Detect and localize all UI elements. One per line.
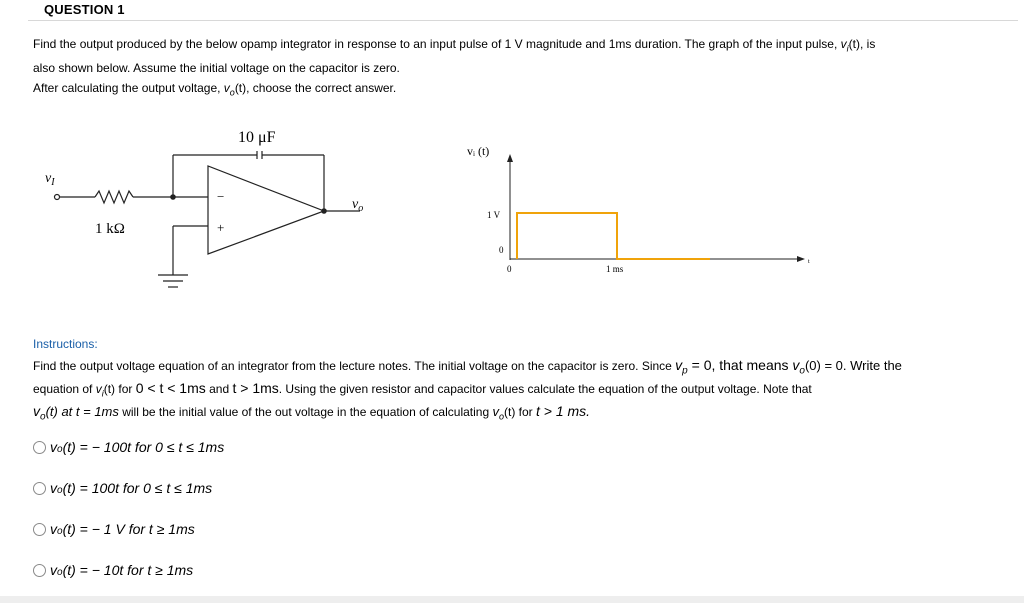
graph-tick-1v: 1 V	[487, 210, 501, 220]
graph-tick-1ms: 1 ms	[606, 264, 624, 274]
question-text: After calculating the output voltage,	[33, 81, 224, 95]
output-node	[321, 208, 327, 214]
vi-symbol: v	[840, 37, 847, 51]
question-text-end: (t), choose the correct answer.	[234, 81, 397, 95]
question-line-3	[33, 78, 396, 103]
instructions-line-2: equation of $v_i(t)$ for 0 < t < 1ms and t > 1ms. Using the given resistor and capacitor values calculate the equation of the output voltage. Note that	[33, 380, 812, 399]
input-terminal	[55, 195, 60, 200]
answer-option-4[interactable]: v o (t) = − 10t for t ≥ 1ms	[33, 562, 193, 578]
junction-node	[170, 194, 176, 200]
graph-x-axis-label: t	[808, 259, 810, 265]
instructions-title: Instructions:	[33, 337, 98, 351]
vi-subscript: i	[846, 43, 849, 54]
graph-tick-y0: 0	[499, 245, 504, 255]
pulse-waveform	[517, 213, 710, 259]
input-voltage-label: $v_I$	[45, 171, 55, 188]
noninverting-input-sign: +	[217, 220, 225, 235]
graph-y-label: vᵢ (t)	[467, 144, 490, 158]
x-axis-arrow	[797, 256, 805, 262]
question-line-2: also shown below. Assume the initial voltage on the capacitor is zero.	[33, 61, 400, 75]
graph-tick-x0: 0	[507, 264, 512, 274]
option-2-text: (t) = 100t for 0 ≤ t ≤ 1ms	[62, 480, 213, 496]
instructions-line-1: Find the output voltage equation of an integrator from the lecture notes. The initial voltage on the capacitor is zero. Since $v_p = 0$, that means $v_o(0) = 0$. Write the	[33, 357, 902, 377]
y-axis-arrow	[507, 154, 513, 162]
opamp-triangle	[208, 166, 324, 254]
question-text: Find the output produced by the below opamp integrator in response to an input pulse of 1 V magnitude and 1ms duration. The graph of the input pulse,	[33, 37, 841, 51]
option-1-text: (t) = − 100t for 0 ≤ t ≤ 1ms	[62, 439, 225, 455]
question-line-1	[33, 34, 875, 59]
input-pulse-graph	[455, 140, 825, 280]
question-text-end: (t), is	[848, 37, 876, 51]
question-title: QUESTION 1	[44, 2, 125, 17]
instructions-line-3: $v_o(t)$ at t = 1ms will be the initial value of the out voltage in the equation of calculating $v_o(t)$ for t > 1 ms.	[33, 403, 591, 423]
opamp-integrator-circuit	[40, 120, 390, 300]
inverting-input-sign: −	[217, 189, 225, 204]
radio-button-1[interactable]	[33, 441, 46, 454]
vo-symbol: v	[223, 81, 230, 95]
radio-button-3[interactable]	[33, 523, 46, 536]
radio-button-4[interactable]	[33, 564, 46, 577]
resistor	[95, 191, 133, 203]
option-3-text: (t) = − 1 V for t ≥ 1ms	[62, 521, 195, 537]
title-divider	[28, 20, 1018, 21]
answer-option-2[interactable]: v o (t) = 100t for 0 ≤ t ≤ 1ms	[33, 480, 212, 496]
capacitor-label: 10 μF	[238, 129, 276, 146]
output-voltage-label: $v_o$	[352, 197, 364, 214]
option-4-text: (t) = − 10t for t ≥ 1ms	[62, 562, 194, 578]
answer-option-1[interactable]: v o (t) = − 100t for 0 ≤ t ≤ 1ms	[33, 439, 224, 455]
resistor-label: 1 kΩ	[95, 221, 125, 237]
page-bottom-bar	[0, 596, 1024, 603]
vo-subscript: o	[229, 87, 235, 98]
radio-button-2[interactable]	[33, 482, 46, 495]
answer-option-3[interactable]: v o (t) = − 1 V for t ≥ 1ms	[33, 521, 195, 537]
